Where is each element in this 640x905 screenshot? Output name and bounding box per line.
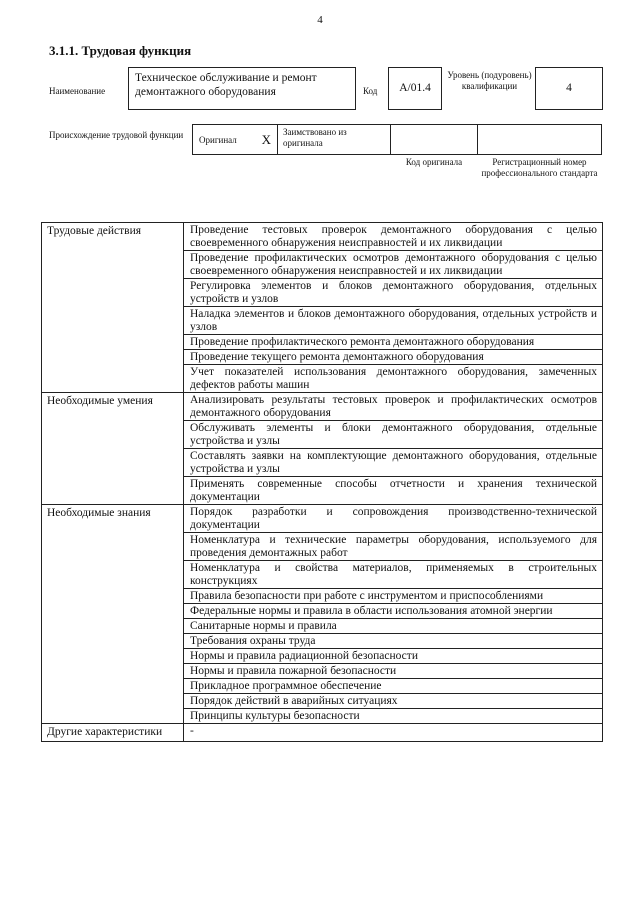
category-cell: Трудовые действия [42,223,184,393]
item-cell: Принципы культуры безопасности [184,709,603,724]
item-cell: Регулировка элементов и блоков демонтажного оборудования, отдельных устройств и узлов [184,279,603,307]
table-row [42,505,603,533]
table-row [42,223,603,251]
item-cell: - [184,724,603,742]
item-cell: Требования охраны труда [184,634,603,649]
item-cell: Проведение профилактических осмотров демонтажного оборудования с целью своевременного обнаружения неисправностей и их ликвидации [184,251,603,279]
item-cell: Номенклатура и технические параметры оборудования, используемого для проведения демонтажных работ [184,533,603,561]
category-cell: Необходимые умения [42,393,184,505]
item-cell: Анализировать результаты тестовых проверок и профилактических осмотров демонтажного оборудования [184,393,603,421]
item-cell: Наладка элементов и блоков демонтажного оборудования, отдельных устройств и узлов [184,307,603,335]
item-cell: Проведение текущего ремонта демонтажного оборудования [184,350,603,365]
qualification-level-label: Уровень (подуровень) квалификации [447,70,532,91]
code-label: Код [363,86,378,96]
item-cell: Порядок разработки и сопровождения производственно-технической документации [184,505,603,533]
item-cell: Учет показателей использования демонтажного оборудования, замеченных дефектов работы машин [184,365,603,393]
item-cell: Применять современные способы отчетности и хранения технической документации [184,477,603,505]
name-label: Наименование [49,86,106,96]
item-cell: Обслуживать элементы и блоки демонтажного оборудования, отдельные устройства и узлы [184,421,603,449]
item-cell: Составлять заявки на комплектующие демонтажного оборудования, отдельные устройства и узлы [184,449,603,477]
function-table [41,222,603,742]
page-number: 4 [317,14,323,26]
registration-number-label: Регистрационный номер профессионального стандарта [481,157,598,178]
name-value: Техническое обслуживание и ремонт демонтажного оборудования [128,67,356,110]
table-row [42,393,603,421]
item-cell: Правила безопасности при работе с инструментом и приспособлениями [184,589,603,604]
item-cell: Нормы и правила радиационной безопасности [184,649,603,664]
item-cell: Федеральные нормы и правила в области использования атомной энергии [184,604,603,619]
section-title: 3.1.1. Трудовая функция [49,43,192,58]
original-code-cell [390,124,478,155]
qualification-level-value: 4 [535,67,603,110]
item-cell: Санитарные нормы и правила [184,619,603,634]
original-label: Оригинал [199,134,237,145]
item-cell: Нормы и правила пожарной безопасности [184,664,603,679]
table-row [42,724,603,742]
origin-original-cell [192,124,278,155]
item-cell: Порядок действий в аварийных ситуациях [184,694,603,709]
original-mark: X [261,131,271,147]
registration-number-cell [477,124,602,155]
item-cell: Номенклатура и свойства материалов, применяемых в строительных конструкциях [184,561,603,589]
category-cell: Другие характеристики [42,724,184,742]
item-cell: Прикладное программное обеспечение [184,679,603,694]
code-value: A/01.4 [388,67,442,110]
item-cell: Проведение тестовых проверок демонтажного оборудования с целью своевременного обнаружения неисправностей и их ликвидации [184,223,603,251]
item-cell: Проведение профилактического ремонта демонтажного оборудования [184,335,603,350]
category-cell: Необходимые знания [42,505,184,724]
origin-label: Происхождение трудовой функции [49,130,184,140]
original-code-label: Код оригинала [405,157,463,167]
borrowed-label: Заимствовано из оригинала [277,124,391,155]
